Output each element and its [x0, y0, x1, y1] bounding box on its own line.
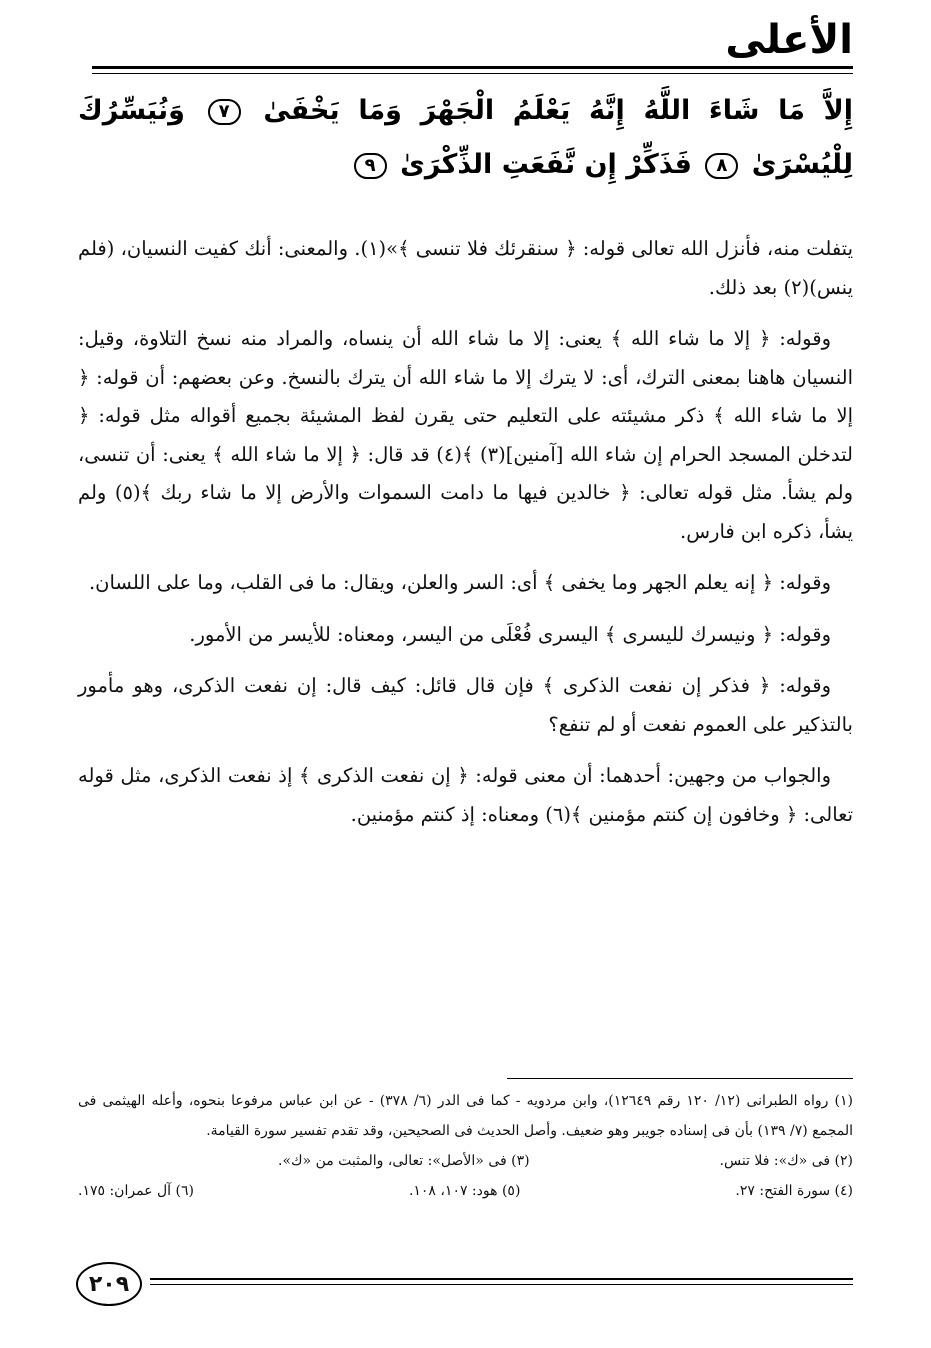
verse-8-text: وَنُيَسِّرُكَ لِلْيُسْرَىٰ	[78, 95, 853, 180]
footnote-separator	[507, 1078, 853, 1079]
verse-number-7: ٧	[208, 99, 241, 125]
paragraph: يتفلت منه، فأنزل الله تعالى قوله: ﴿ سنقرئك فلا تنسى ﴾»(١). والمعنى: أنك كفيت النسيان، (فلم ينس)(٢) بعد ذلك.	[78, 237, 853, 299]
verse-7-text: إِلاَّ مَا شَاءَ اللَّهُ إِنَّهُ يَعْلَمُ الْجَهْرَ وَمَا يَخْفَىٰ	[263, 95, 853, 126]
tafsir-body	[78, 230, 853, 847]
footnote-6: (٦) آل عمران: ١٧٥.	[78, 1183, 194, 1199]
verse-number-8: ٨	[705, 153, 738, 179]
quran-verses	[78, 84, 853, 192]
paragraph: وقوله: ﴿ فذكر إن نفعت الذكرى ﴾ فإن قال قائل: كيف قال: إن نفعت الذكرى، وهو مأمور بالتذكير على العموم نفعت أو لم تنفع؟	[78, 674, 853, 736]
header-rule-thick	[92, 66, 853, 69]
verse-number-9: ٩	[354, 153, 387, 179]
footnote-3: (٣) فى «الأصل»: تعالى، والمثبت من «ك».	[278, 1153, 530, 1169]
footnote-row	[78, 1146, 853, 1176]
header-rule-thin	[92, 73, 853, 74]
paragraph: وقوله: ﴿ ونيسرك لليسرى ﴾ اليسرى فُعْلَى من اليسر، ومعناه: للأيسر من الأمور.	[189, 622, 831, 646]
paragraph: وقوله: ﴿ إلا ما شاء الله ﴾ يعنى: إلا ما شاء الله أن ينساه، والمراد منه نسخ التلاوة، وقيل: النسيان هاهنا بمعنى الترك، أى: لا يترك إلا ما شاء الله أن يترك بالنسخ. وعن بعضهم: أن قوله: ﴿ إلا ما شاء الله ﴾ ذكر مشيئته على التعليم حتى يقرن لفظ المشيئة بجميع أقواله مثل قوله: ﴿ لتدخلن المسجد الحرام إن شاء الله [آمنين](٣) ﴾(٤) قد قال: ﴿ إلا ما شاء الله ﴾ يعنى: أن تنسى، ولم يشأ. مثل قوله تعالى: ﴿ خالدين فيها ما دامت السموات والأرض إلا ما شاء ربك ﴾(٥) ولم يشأ، ذكره ابن فارس.	[78, 327, 853, 543]
footnotes	[78, 1086, 853, 1206]
footer-rule-bottom	[150, 1284, 853, 1285]
surah-title: الأعلى	[725, 17, 853, 63]
paragraph: والجواب من وجهين: أحدهما: أن معنى قوله: ﴿ إن نفعت الذكرى ﴾ إذ نفعت الذكرى، مثل قوله تعالى: ﴿ وخافون إن كنتم مؤمنين ﴾(٦) ومعناه: إذ كنتم مؤمنين.	[78, 764, 853, 826]
footnote-5: (٥) هود: ١٠٧، ١٠٨.	[408, 1183, 521, 1199]
footnote-1: (١) رواه الطبرانى (١٢/ ١٢٠ رقم ١٢٦٤٩)، وابن مردويه - كما فى الدر (٦/ ٣٧٨) - عن ابن عباس مرفوعا بنحوه، وأعله الهيثمى فى المجمع (٧/ ١٣٩) بأن فى إسناده جويبر وهو ضعيف. وأصل الحديث فى الصحيحين، وقد تقدم تفسير سورة القيامة.	[78, 1093, 853, 1139]
page-number: ٢٠٩	[76, 1262, 142, 1306]
footnote-4: (٤) سورة الفتح: ٢٧.	[735, 1183, 853, 1199]
footnote-row	[78, 1176, 853, 1206]
paragraph: وقوله: ﴿ إنه يعلم الجهر وما يخفى ﴾ أى: السر والعلن، ويقال: ما فى القلب، وما على اللسان.	[88, 571, 831, 594]
footer-rule-top	[150, 1278, 853, 1280]
footnote-2: (٢) فى «ك»: فلا تنس.	[719, 1153, 853, 1169]
verse-9-text: فَذَكِّرْ إِن نَّفَعَتِ الذِّكْرَىٰ	[400, 149, 692, 180]
